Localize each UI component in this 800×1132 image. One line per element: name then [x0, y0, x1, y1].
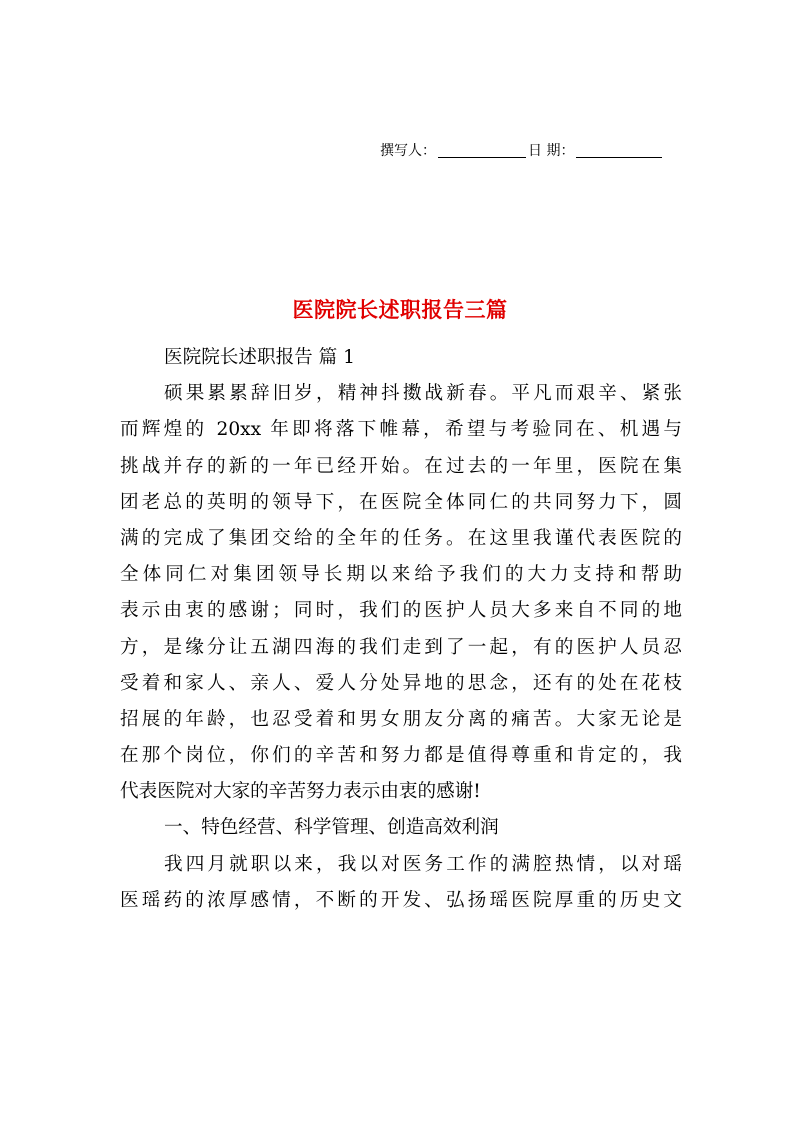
paragraph-line: 医瑶药的浓厚感情，不断的开发、弘扬瑶医院厚重的历史文 [120, 889, 682, 911]
paragraph-line: 受着和家人、亲人、爱人分处异地的思念，还有的处在花枝 [120, 672, 682, 694]
subsection-heading: 一、特色经营、科学管理、创造高效利润 [164, 817, 499, 839]
author-blank-line [438, 140, 526, 158]
paragraph-line: 表示由衷的感谢；同时，我们的医护人员大多来自不同的地 [120, 600, 682, 622]
paragraph-line: 硕果累累辞旧岁，精神抖擞战新春。平凡而艰辛、紧张 [164, 383, 682, 405]
paragraph-line: 全体同仁对集团领导长期以来给予我们的大力支持和帮助 [120, 564, 682, 586]
document-body [120, 340, 682, 919]
paragraph-line: 代表医院对大家的辛苦努力表示由衷的感谢! [120, 781, 481, 803]
date-blank-line [576, 140, 662, 158]
author-date-header [380, 140, 690, 162]
author-label: 撰写人： [380, 143, 436, 159]
date-label: 日 期： [528, 143, 575, 159]
paragraph-line: 方，是缘分让五湖四海的我们走到了一起，有的医护人员忍 [120, 636, 682, 658]
paragraph-line: 满的完成了集团交给的全年的任务。在这里我谨代表医院的 [120, 527, 682, 549]
paragraph-line: 招展的年龄，也忍受着和男女朋友分离的痛苦。大家无论是 [120, 708, 682, 730]
section-heading: 医院院长述职报告 篇 1 [164, 347, 355, 368]
document-title: 医院院长述职报告三篇 [292, 297, 508, 322]
paragraph-line: 而辉煌的 20xx 年即将落下帷幕，希望与考验同在、机遇与 [120, 419, 682, 441]
paragraph-line: 在那个岗位，你们的辛苦和努力都是值得尊重和肯定的，我 [120, 745, 682, 767]
paragraph-line: 挑战并存的新的一年已经开始。在过去的一年里，医院在集 [120, 455, 682, 477]
paragraph-line: 团老总的英明的领导下，在医院全体同仁的共同努力下，圆 [120, 491, 682, 513]
paragraph-line: 我四月就职以来，我以对医务工作的满腔热情，以对瑶 [164, 853, 682, 875]
